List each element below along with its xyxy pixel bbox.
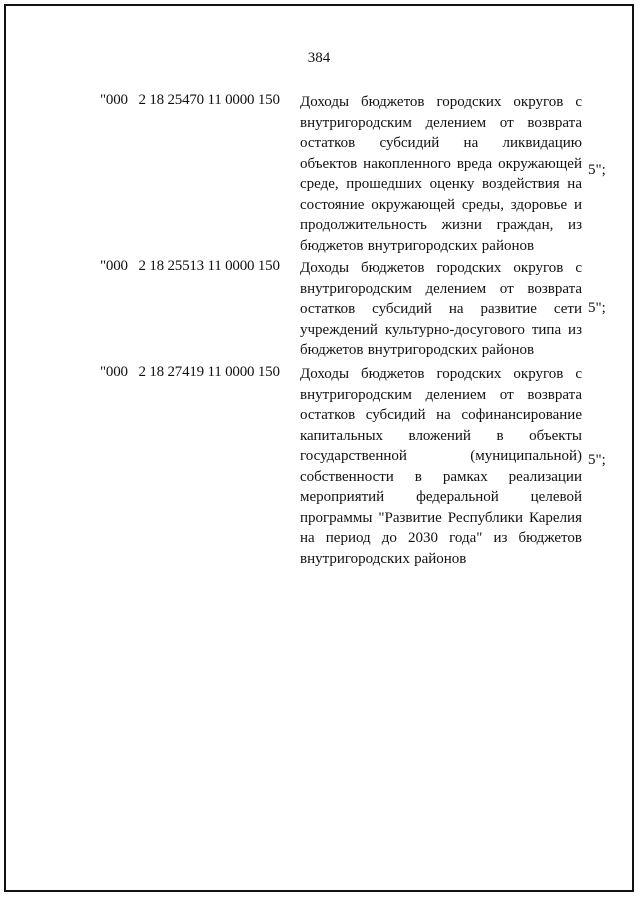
row-suffix: 5"; <box>588 162 606 178</box>
row-description: Доходы бюджетов городских округов с внутригородским делением от возврата остатков субсидий на развитие сети учреждений культурно-досугового типа из бюджетов внутригородских районов <box>300 260 582 358</box>
page-number: 384 <box>307 50 331 66</box>
document-page <box>4 4 634 892</box>
row-description: Доходы бюджетов городских округов с внутригородским делением от возврата остатков субсидий на ликвидацию объектов накопленного вреда окружающей среде, прошедших оценку воздействия на состояние окружающей среды, здоровье и продолжительность жизни граждан, из бюджетов внутригородских районов <box>300 94 582 254</box>
budget-code: "000 2 18 25470 11 0000 150 <box>100 92 280 108</box>
row-description: Доходы бюджетов городских округов с внутригородским делением от возврата остатков субсидий на софинансирование капитальных вложений в объекты государственной (муниципальной) собственности в рамках реализации мероприятий федеральной целевой программы "Развитие Республики Карелия на период до 2030 года" из бюджетов внутригородских районов <box>300 366 582 567</box>
budget-code: "000 2 18 27419 11 0000 150 <box>100 364 280 380</box>
row-suffix: 5"; <box>588 452 606 468</box>
budget-code: "000 2 18 25513 11 0000 150 <box>100 258 280 274</box>
row-suffix: 5"; <box>588 300 606 316</box>
